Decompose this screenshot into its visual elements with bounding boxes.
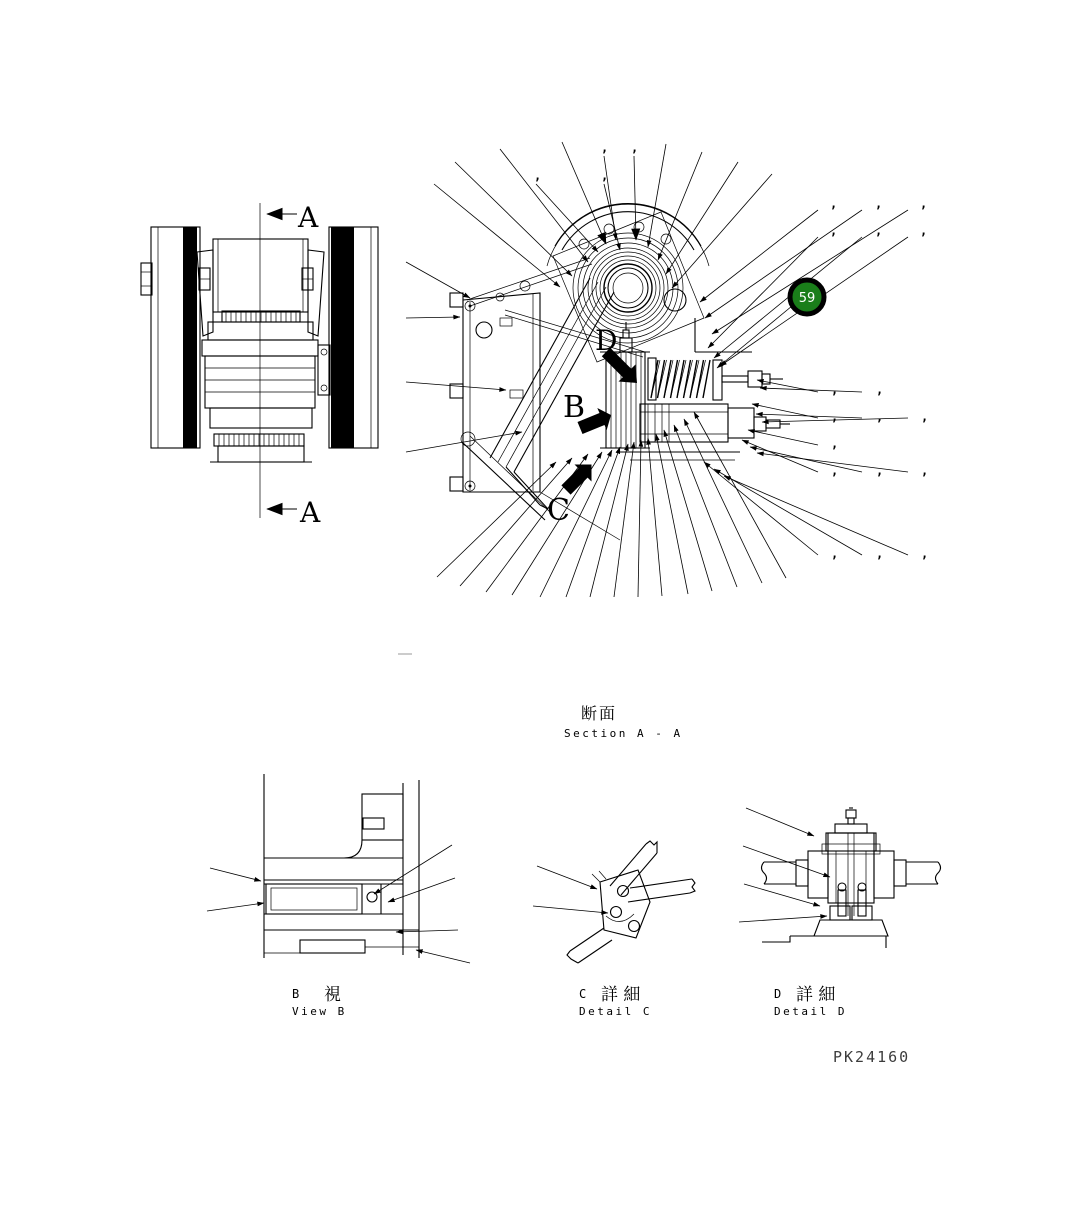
view-b-drawing: [264, 774, 419, 958]
ref-comma: ,: [831, 383, 839, 397]
section-caption: [564, 704, 683, 740]
ref-comma: ,: [921, 410, 929, 424]
ref-comma: ,: [534, 169, 542, 183]
label-b: B: [563, 390, 586, 425]
caption-text-detail-c: Detail C: [579, 1005, 652, 1018]
caption-detail-d: [774, 985, 847, 1018]
ref-comma: ,: [831, 437, 839, 451]
drawing-number: PK24160: [833, 1048, 911, 1066]
caption-kanji-b: 視: [324, 985, 341, 1005]
caption-kanji-c: 詳 細: [601, 985, 641, 1005]
ref-comma: ,: [631, 141, 639, 155]
detail-c-leaders: [533, 866, 608, 913]
section-label-a-top: A: [298, 201, 319, 234]
detail-d-drawing: [762, 808, 941, 948]
ref-comma: ,: [601, 169, 609, 183]
front-view: [141, 203, 378, 518]
part-balloon-59[interactable]: [717, 280, 824, 368]
caption-letter-b: B: [292, 987, 300, 1001]
caption-letter-c: C: [579, 987, 587, 1001]
ref-commas: [534, 141, 928, 561]
caption-detail-c: [579, 985, 652, 1018]
balloon-number: 59: [798, 291, 816, 306]
caption-text-view-b: View B: [292, 1005, 347, 1018]
ref-comma: ,: [921, 464, 929, 478]
ref-comma: ,: [601, 141, 609, 155]
ref-comma: ,: [875, 224, 883, 238]
detail-c-drawing: [567, 841, 695, 963]
ref-comma: ,: [920, 197, 928, 211]
ref-comma: ,: [876, 464, 884, 478]
ref-comma: ,: [831, 410, 839, 424]
ref-comma: ,: [876, 410, 884, 424]
ref-comma: ,: [921, 547, 929, 561]
ref-comma: ,: [875, 197, 883, 211]
detail-d-leaders: [739, 808, 830, 922]
ref-comma: ,: [920, 224, 928, 238]
ref-comma: ,: [830, 197, 838, 211]
view-b-leaders: [207, 845, 470, 963]
caption-letter-d: D: [774, 987, 782, 1001]
ref-comma: ,: [831, 547, 839, 561]
ref-comma: ,: [831, 464, 839, 478]
ref-comma: ,: [830, 224, 838, 238]
label-c: C: [547, 493, 570, 528]
section-label-a-bottom: A: [300, 496, 321, 529]
caption-kanji-d: 詳 細: [796, 985, 836, 1005]
balloon-leader: [717, 306, 792, 368]
caption-text-detail-d: Detail D: [774, 1005, 847, 1018]
section-title-en: Section A - A: [564, 727, 683, 740]
ref-comma: ,: [876, 547, 884, 561]
caption-view-b: [292, 985, 347, 1018]
ref-comma: ,: [876, 383, 884, 397]
section-title-ja: 断面: [581, 704, 618, 723]
label-d: D: [595, 324, 618, 357]
